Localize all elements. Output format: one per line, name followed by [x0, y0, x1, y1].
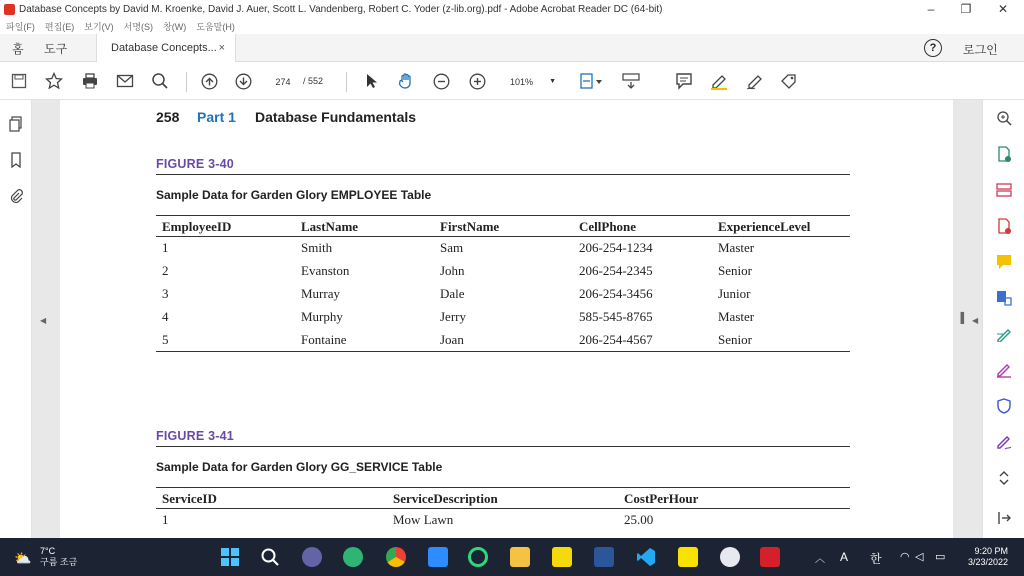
help-button[interactable]: ?: [924, 39, 942, 57]
menu-help[interactable]: 도움말(H): [196, 21, 235, 32]
figure-rule: [156, 446, 850, 447]
table-row: [156, 306, 850, 329]
table-header-row: [156, 216, 850, 237]
edit-pdf-icon[interactable]: [996, 326, 1012, 342]
left-nav-panel: [0, 100, 32, 538]
attachment-icon[interactable]: [8, 188, 24, 204]
title-bar: [0, 0, 1024, 18]
menu-bar: [0, 18, 1024, 34]
table-row: [156, 260, 850, 283]
ime-mode[interactable]: 한: [870, 552, 882, 566]
windows-taskbar: [0, 538, 1024, 576]
collapse-left-icon[interactable]: ◀: [40, 316, 47, 325]
notes-icon[interactable]: [552, 547, 572, 567]
table-cell: 5: [156, 329, 295, 352]
kakaotalk-icon[interactable]: [678, 547, 698, 567]
menu-sign[interactable]: 서명(S): [123, 21, 154, 32]
column-header: EmployeeID: [156, 216, 295, 237]
save-icon[interactable]: [10, 72, 28, 90]
clock-time: 9:20 PM: [974, 546, 1008, 556]
table-header-row: [156, 488, 850, 509]
fill-sign-icon[interactable]: [996, 362, 1012, 378]
organize-pages-icon[interactable]: [996, 182, 1012, 198]
hand-tool-icon[interactable]: [396, 72, 416, 90]
fit-page-icon[interactable]: [578, 72, 604, 90]
table-cell: Senior: [712, 329, 850, 352]
wifi-icon[interactable]: ◠: [900, 551, 910, 563]
figure-label: FIGURE 3-41: [156, 429, 234, 443]
weather-desc: 구름 조금: [40, 557, 78, 567]
column-header: ServiceDescription: [387, 488, 618, 509]
tab-document-label: Database Concepts...: [111, 42, 217, 54]
tray-overflow-icon[interactable]: ︿: [815, 554, 825, 565]
system-clock[interactable]: [960, 546, 1008, 568]
table-cell: Evanston: [301, 263, 350, 278]
table-cell: Joan: [434, 329, 573, 352]
volume-icon[interactable]: ◁: [915, 551, 924, 563]
battery-icon[interactable]: ▭: [935, 551, 946, 563]
page-total: / 552: [303, 76, 324, 86]
table-cell: 206-254-2345: [579, 263, 653, 278]
acrobat-logo-icon: [4, 4, 15, 15]
table-cell: Fontaine: [295, 329, 434, 352]
sign-icon[interactable]: [744, 72, 766, 90]
create-pdf-icon[interactable]: [996, 218, 1012, 234]
page-thumbnails-icon[interactable]: [8, 116, 24, 132]
clock-date: 3/23/2022: [967, 557, 1008, 567]
ime-language[interactable]: A: [840, 550, 849, 564]
figure-label: FIGURE 3-40: [156, 157, 234, 171]
service-table: [156, 487, 850, 532]
vscode-icon[interactable]: [636, 547, 656, 567]
zoom-value: 101%: [510, 76, 534, 87]
page-number-input[interactable]: 274: [275, 76, 291, 87]
table-cell: 4: [162, 309, 169, 324]
column-header: FirstName: [434, 216, 573, 237]
table-cell: Jerry: [440, 309, 466, 324]
table-row: [156, 237, 850, 260]
panel-toggle-icon[interactable]: [996, 510, 1012, 526]
zoom-out-icon[interactable]: [432, 72, 450, 90]
email-icon[interactable]: [115, 72, 135, 90]
weather-widget[interactable]: [40, 546, 77, 568]
word-icon[interactable]: [594, 547, 614, 567]
column-header: LastName: [295, 216, 434, 237]
chrome-icon[interactable]: [386, 547, 406, 567]
table-cell: John: [440, 263, 465, 278]
search-taskbar-icon[interactable]: [260, 547, 280, 567]
menu-window[interactable]: 창(W): [163, 21, 187, 32]
table-cell: Master: [718, 240, 755, 256]
table-cell: 206-254-1234: [579, 240, 653, 256]
table-cell: 2: [162, 263, 169, 278]
table-cell: Murphy: [301, 309, 343, 324]
toolbar: [0, 62, 1024, 100]
column-header: CostPerHour: [618, 488, 850, 509]
teams-chat-icon[interactable]: [302, 547, 322, 567]
figure-caption: Sample Data for Garden Glory GG_SERVICE Table: [156, 460, 443, 474]
file-explorer-icon[interactable]: [510, 547, 530, 567]
table-row: [156, 509, 850, 532]
table-cell: 206-254-4567: [573, 329, 712, 352]
comment-icon[interactable]: [674, 72, 694, 90]
app-icon[interactable]: [468, 547, 488, 567]
figure-caption: Sample Data for Garden Glory EMPLOYEE Table: [156, 188, 432, 202]
protect-shield-icon[interactable]: [996, 398, 1012, 414]
table-cell: 25.00: [624, 512, 654, 528]
print-icon[interactable]: [80, 72, 100, 90]
table-cell: 1: [162, 240, 169, 256]
highlight-pen-icon[interactable]: [708, 72, 730, 90]
column-header: ExperienceLevel: [712, 216, 850, 237]
start-windows-icon[interactable]: [220, 547, 240, 567]
select-cursor-icon[interactable]: [364, 72, 380, 90]
table-cell: 1: [162, 512, 169, 528]
table-cell: 206-254-3456: [579, 286, 653, 301]
section-title: Database Fundamentals: [255, 109, 417, 125]
table-cell: Dale: [440, 286, 465, 301]
weather-cloud-icon[interactable]: ⛅: [14, 550, 32, 566]
restore-icon[interactable]: ❐: [960, 2, 972, 16]
toolbar-divider: [186, 72, 187, 92]
toolbar-divider: [346, 72, 347, 92]
table-cell: Mow Lawn: [393, 512, 454, 528]
panel-resize-handle-icon[interactable]: ▐: [957, 313, 965, 324]
employee-table: [156, 215, 850, 352]
mail-icon[interactable]: [428, 547, 448, 567]
window-title: Database Concepts by David M. Kroenke, David J. Auer, Scott L. Vandenberg, Robert C. Yoder (z-lib.org).pdf - Adobe Acrobat Reader DC (64-bit): [19, 3, 663, 15]
combine-files-icon[interactable]: [996, 290, 1012, 306]
table-row: [156, 329, 850, 352]
part-label: Part 1: [197, 109, 236, 125]
tab-document[interactable]: [96, 34, 236, 62]
zoom-dropdown[interactable]: [504, 73, 562, 90]
weather-temp: 7°C: [40, 546, 56, 556]
comment-tool-icon[interactable]: [996, 254, 1012, 270]
page-number: 258: [156, 109, 180, 125]
menu-file[interactable]: 파일(F): [6, 21, 35, 32]
close-icon[interactable]: ✕: [997, 2, 1009, 16]
app-icon[interactable]: [720, 547, 740, 567]
right-tools-panel: [982, 100, 1024, 538]
next-page-icon[interactable]: [234, 72, 252, 90]
expand-collapse-icon[interactable]: [996, 470, 1012, 486]
acrobat-taskbar-icon[interactable]: [760, 547, 780, 567]
table-cell: Sam: [440, 240, 464, 256]
share-tag-icon[interactable]: [778, 72, 800, 90]
scroll-mode-icon[interactable]: [620, 72, 642, 90]
collapse-right-icon[interactable]: ◀: [972, 316, 979, 325]
bookmark-icon[interactable]: [8, 152, 24, 168]
table-cell: Smith: [301, 240, 333, 256]
zoom-search-icon[interactable]: [996, 110, 1012, 126]
table-cell: Senior: [718, 263, 752, 278]
bookmark-star-icon[interactable]: [44, 72, 64, 90]
table-cell: 3: [162, 286, 169, 301]
column-header: CellPhone: [573, 216, 712, 237]
figure-rule: [156, 174, 850, 175]
tab-home[interactable]: 홈: [12, 42, 24, 56]
previous-page-icon[interactable]: [200, 72, 218, 90]
minimize-icon[interactable]: –: [927, 2, 935, 16]
app-icon[interactable]: [343, 547, 363, 567]
menu-edit[interactable]: 편집(E): [44, 21, 75, 32]
tab-tools[interactable]: 도구: [44, 42, 68, 56]
table-row: [156, 283, 850, 306]
menu-view[interactable]: 보기(V): [84, 21, 114, 32]
table-cell: Murray: [301, 286, 340, 301]
tab-close-icon[interactable]: ×: [218, 42, 225, 54]
export-pdf-icon[interactable]: [996, 146, 1012, 162]
request-signature-icon[interactable]: [996, 434, 1012, 450]
table-cell: 585-545-8765: [579, 309, 653, 324]
login-button[interactable]: 로그인: [963, 43, 998, 57]
table-cell: Junior: [718, 286, 751, 301]
chevron-down-icon: ▼: [549, 78, 556, 85]
pdf-page: [60, 100, 953, 538]
tab-bar: [0, 34, 1024, 62]
column-header: ServiceID: [156, 488, 387, 509]
table-cell: Master: [718, 309, 755, 324]
document-viewport[interactable]: [32, 100, 982, 538]
zoom-in-icon[interactable]: [468, 72, 486, 90]
search-icon[interactable]: [150, 72, 170, 90]
